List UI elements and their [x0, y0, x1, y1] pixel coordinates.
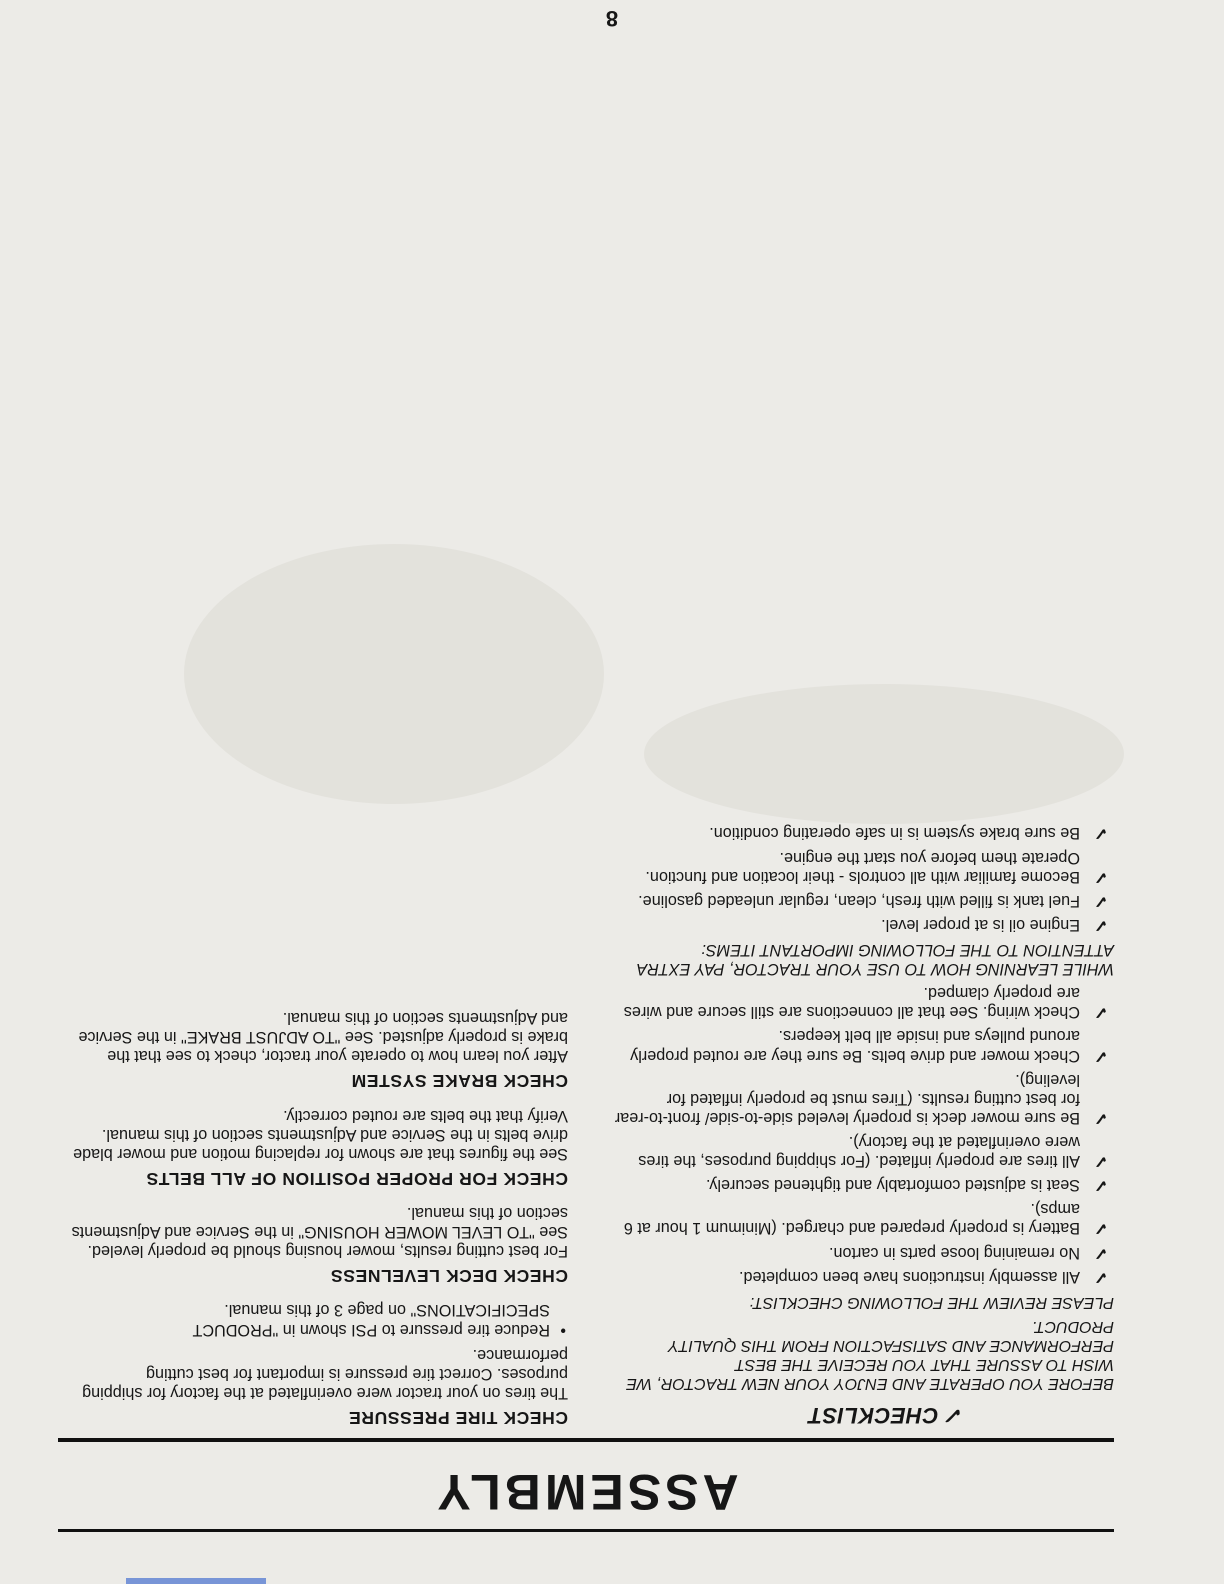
- scan-smudge: [644, 684, 1124, 824]
- check-icon: ✓: [1093, 1152, 1108, 1172]
- section-title: ASSEMBLY: [433, 1464, 739, 1520]
- checklist-intro: BEFORE YOU OPERATE AND ENJOY YOUR NEW TRACTOR, WE WISH TO ASSURE THAT YOU RECEIVE THE BEST PERFORMANCE AND SATISFACTION FROM THIS QUALITY PRODUCT.: [626, 1318, 1114, 1393]
- check-icon: ✓: [1093, 1243, 1108, 1263]
- check-icon: ✓: [1093, 824, 1108, 844]
- checklist-title: [614, 1402, 964, 1428]
- checklist-title-text: CHECKLIST: [808, 1403, 939, 1428]
- tire-pressure-bullets: [64, 1300, 568, 1338]
- belts-heading: CHECK FOR PROPER POSITION OF ALL BELTS: [145, 1168, 568, 1189]
- top-rule: [58, 1529, 1114, 1532]
- check-icon: ✓: [1093, 1003, 1108, 1023]
- checklist-item: ✓ Battery is properly prepared and charged. (Minimum 1 hour at 6 amps).: [623, 1200, 1108, 1239]
- learning-items: [614, 823, 1114, 934]
- tire-pressure-body: The tires on your tractor were overinflated at the factory for shipping purposes. Correct tire pressure is important for best cutting performance.: [82, 1345, 568, 1402]
- check-icon: ✓: [1093, 1267, 1108, 1287]
- bullet-item: • Reduce tire pressure to PSI shown in "PRODUCT SPECIFICATIONS" on page 3 of this manual.: [192, 1301, 566, 1339]
- tire-pressure-heading: CHECK TIRE PRESSURE: [348, 1408, 568, 1428]
- checklist-item: ✓ All tires are properly inflated. (For shipping purposes, the tires were overinflated at the factory).: [638, 1133, 1108, 1172]
- check-icon: ✓: [1093, 1108, 1108, 1128]
- check-icon: ✓: [1093, 1176, 1108, 1196]
- check-icon: ✓: [1093, 891, 1108, 911]
- page-number: 8: [605, 6, 619, 31]
- header-rule: [58, 1438, 1114, 1442]
- learning-item: ✓ Fuel tank is filled with fresh, clean, regular unleaded gasoline.: [638, 891, 1108, 911]
- check-icon: ✓: [1093, 1046, 1108, 1066]
- checklist-item: ✓ All assembly instructions have been completed.: [738, 1267, 1108, 1287]
- checklist-item: ✓ Check wiring. See that all connections are still secure and wires are properly clamped.: [623, 984, 1108, 1023]
- bullet-icon: •: [560, 1320, 566, 1339]
- learning-item: ✓ Become familiar with all controls - their location and function. Operate them before you start the engine.: [645, 848, 1108, 887]
- checklist-item: ✓ Be sure mower deck is properly leveled side-to-side/ front-to-rear for best cutting results. (Tires must be properly inflated for leveling).: [614, 1070, 1108, 1128]
- check-icon: ✓: [1093, 1219, 1108, 1239]
- checklist-items: [614, 983, 1114, 1286]
- deck-levelness-body: For best cutting results, mower housing should be properly leveled. See "TO LEVEL MOWER HOUSING" in the Service and Adjustments section of this manual.: [71, 1203, 568, 1261]
- checklist-item: ✓ No remaining loose parts in carton.: [828, 1243, 1108, 1263]
- check-icon: ✓: [1093, 867, 1108, 887]
- checklist-review-prompt: PLEASE REVIEW THE FOLLOWING CHECKLIST:: [749, 1293, 1114, 1311]
- learning-item: ✓ Engine oil is at proper level.: [881, 915, 1108, 935]
- checklist-column: [614, 818, 1114, 1428]
- scan-smudge: [184, 544, 604, 804]
- check-icon: ✓: [1093, 915, 1108, 935]
- learning-item: ✓ Be sure brake system is in safe operating condition.: [709, 824, 1108, 844]
- learning-note: WHILE LEARNING HOW TO USE YOUR TRACTOR, PAY EXTRA ATTENTION TO THE FOLLOWING IMPORTANT ITEMS:: [636, 941, 1114, 979]
- check-icon: ✓: [945, 1403, 964, 1428]
- checklist-item: ✓ Seat is adjusted comfortably and tightened securely.: [705, 1176, 1108, 1196]
- checks-column: [64, 1002, 568, 1428]
- blue-tab-mark: [126, 1578, 266, 1584]
- brake-body: After you learn how to operate your tractor, check to see that the brake is properly adjusted. See "TO ADJUST BRAKE" in the Service and Adjustments section of this manual.: [78, 1009, 568, 1066]
- deck-levelness-heading: CHECK DECK LEVELNESS: [330, 1266, 568, 1287]
- checklist-item: ✓ Check mower and drive belts. Be sure they are routed properly around pulleys and inside all belt keepers.: [630, 1027, 1108, 1066]
- belts-body: See the figures that are shown for replacing motion and mower blade drive belts in the Service and Adjustments section of this manual. Verify that the belts are routed correctly.: [73, 1106, 568, 1163]
- brake-heading: CHECK BRAKE SYSTEM: [351, 1071, 568, 1092]
